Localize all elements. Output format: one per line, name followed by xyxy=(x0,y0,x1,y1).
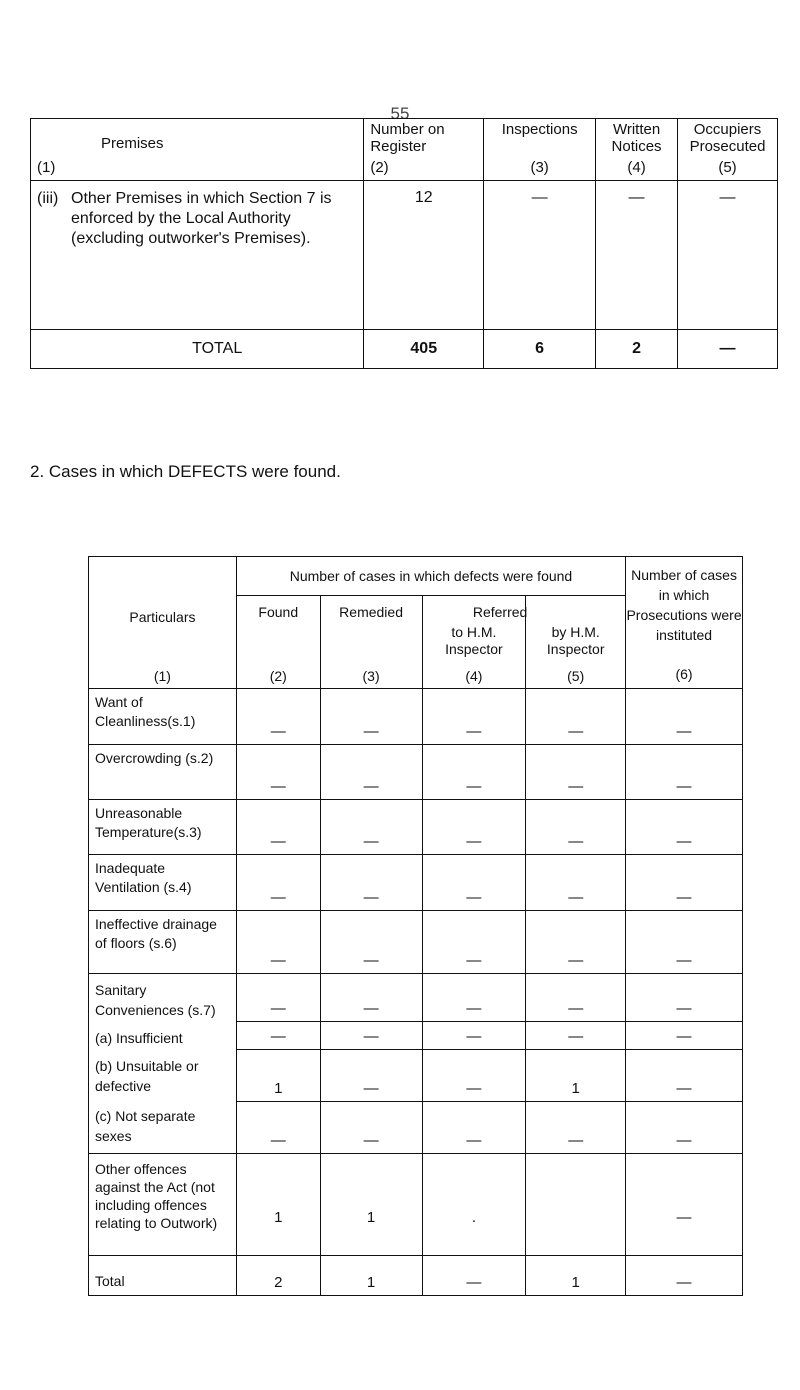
prosecutions-cell: — xyxy=(626,911,743,974)
prosecutions-num: (6) xyxy=(675,666,693,682)
col-register-header xyxy=(364,119,484,181)
defect-row xyxy=(89,855,743,911)
found-cell: — xyxy=(236,1022,320,1050)
prosecutions-cell: — xyxy=(626,745,743,800)
total-notices: 2 xyxy=(596,330,678,369)
found-cell: — xyxy=(236,745,320,800)
prosecutions-cell: — xyxy=(626,1050,743,1102)
defect-row xyxy=(89,689,743,745)
remedied-cell: — xyxy=(320,855,422,911)
header-num: (1) xyxy=(37,159,56,176)
by-hm-cell: — xyxy=(526,1022,626,1050)
prosecutions-cell: — xyxy=(626,1154,743,1256)
by-hm-cell xyxy=(526,1154,626,1256)
header-label: Number on Register xyxy=(370,121,445,155)
particulars-num: (1) xyxy=(153,668,171,684)
row-label: Total xyxy=(89,1256,237,1296)
total-row xyxy=(89,1256,743,1296)
to-hm-cell: — xyxy=(422,745,526,800)
remedied-cell: — xyxy=(320,689,422,745)
col-prosecuted-header xyxy=(678,119,778,181)
row-label: Unreasonable Temperature(s.3) xyxy=(89,800,237,855)
sanitary-row xyxy=(89,974,743,1022)
to-hm-cell: — xyxy=(422,974,526,1022)
col-premises-header xyxy=(31,119,364,181)
found-cell: — xyxy=(236,911,320,974)
prosecutions-label: Number of cases in which Prosecutions were instituted xyxy=(626,567,742,643)
by-hm-label: by H.M. Inspector xyxy=(546,624,605,657)
sanitary-label: Sanitary Conveniences (s.7) xyxy=(95,982,216,1018)
remedied-cell: — xyxy=(320,974,422,1022)
remedied-cell: 1 xyxy=(320,1256,422,1296)
to-hm-cell: — xyxy=(422,1102,526,1154)
remedied-cell: — xyxy=(320,1050,422,1102)
section-heading: 2. Cases in which DEFECTS were found. xyxy=(30,462,341,481)
header-num: (3) xyxy=(530,159,549,176)
found-num: (2) xyxy=(269,668,287,684)
particulars-header xyxy=(89,557,237,689)
inspections-cell: — xyxy=(484,181,596,330)
header-num: (2) xyxy=(370,159,389,176)
found-cell: — xyxy=(236,855,320,911)
to-hm-cell: — xyxy=(422,911,526,974)
total-inspections: 6 xyxy=(484,330,596,369)
defects-table xyxy=(88,556,743,1296)
to-hm-header xyxy=(422,596,526,689)
sanitary-b-label: (b) Unsuitable or defective xyxy=(95,1058,199,1094)
to-hm-cell: — xyxy=(422,1256,526,1296)
row-label: Other offences against the Act (not including offences relating to Outwork) xyxy=(89,1154,237,1256)
found-label: Found xyxy=(258,604,299,620)
premises-table xyxy=(30,118,778,369)
found-cell: — xyxy=(236,1102,320,1154)
to-hm-num: (4) xyxy=(465,668,483,684)
found-cell: — xyxy=(236,974,320,1022)
by-hm-cell: — xyxy=(526,1102,626,1154)
other-offences-row xyxy=(89,1154,743,1256)
by-hm-header xyxy=(526,596,626,689)
total-label: TOTAL xyxy=(31,330,364,369)
defect-row xyxy=(89,911,743,974)
defects-header-top xyxy=(89,557,743,596)
found-cell: 2 xyxy=(236,1256,320,1296)
remedied-cell: — xyxy=(320,911,422,974)
header-label: Premises xyxy=(101,135,164,152)
found-header xyxy=(236,596,320,689)
prosecutions-cell: — xyxy=(626,974,743,1022)
found-cell: — xyxy=(236,689,320,745)
by-hm-cell: — xyxy=(526,689,626,745)
prosecutions-cell: — xyxy=(626,1256,743,1296)
prosecutions-header xyxy=(626,557,743,689)
particulars-label: Particulars xyxy=(129,609,196,625)
to-hm-cell: — xyxy=(422,689,526,745)
by-hm-cell: — xyxy=(526,911,626,974)
page-number: 55 xyxy=(390,104,410,123)
register-cell: 12 xyxy=(364,181,484,330)
row-label: Want of Cleanliness(s.1) xyxy=(89,689,237,745)
by-hm-cell: — xyxy=(526,800,626,855)
remedied-cell: — xyxy=(320,1022,422,1050)
to-hm-cell: — xyxy=(422,1022,526,1050)
prosecuted-cell: — xyxy=(678,181,778,330)
found-cell: — xyxy=(236,800,320,855)
to-hm-label: to H.M. Inspector xyxy=(445,624,503,657)
to-hm-cell: . xyxy=(422,1154,526,1256)
to-hm-cell: — xyxy=(422,855,526,911)
prosecutions-cell: — xyxy=(626,800,743,855)
prosecutions-cell: — xyxy=(626,1102,743,1154)
by-hm-cell: — xyxy=(526,855,626,911)
defect-row xyxy=(89,800,743,855)
remedied-header xyxy=(320,596,422,689)
row-label: Overcrowding (s.2) xyxy=(89,745,237,800)
header-label: Written Notices xyxy=(611,121,662,155)
row-label: Inadequate Ventilation (s.4) xyxy=(89,855,237,911)
header-num: (5) xyxy=(718,159,737,176)
row-premises-text: Other Premises in which Section 7 is enforced by the Local Authority (excluding outworker's Premises). xyxy=(71,190,332,247)
header-label: Occupiers Prosecuted xyxy=(689,121,766,155)
col-notices-header xyxy=(596,119,678,181)
referred-label: Referred xyxy=(472,604,528,620)
row-roman: (iii) xyxy=(37,190,59,207)
remedied-num: (3) xyxy=(362,668,380,684)
header-num: (4) xyxy=(627,159,646,176)
col-inspections-header xyxy=(484,119,596,181)
prosecutions-cell: — xyxy=(626,855,743,911)
by-hm-cell: 1 xyxy=(526,1050,626,1102)
sanitary-a-label: (a) Insufficient xyxy=(95,1030,183,1046)
remedied-cell: 1 xyxy=(320,1154,422,1256)
sanitary-label-cell xyxy=(89,974,237,1154)
prosecutions-cell: — xyxy=(626,1022,743,1050)
notices-cell: — xyxy=(596,181,678,330)
remedied-cell: — xyxy=(320,800,422,855)
by-hm-cell: — xyxy=(526,974,626,1022)
by-hm-cell: — xyxy=(526,745,626,800)
group-header: Number of cases in which defects were found xyxy=(236,557,625,596)
defect-row xyxy=(89,745,743,800)
header-label: Inspections xyxy=(501,121,578,138)
premises-table-header xyxy=(31,119,778,181)
to-hm-cell: — xyxy=(422,800,526,855)
found-cell: 1 xyxy=(236,1050,320,1102)
remedied-cell: — xyxy=(320,1102,422,1154)
total-register: 405 xyxy=(364,330,484,369)
found-cell: 1 xyxy=(236,1154,320,1256)
by-hm-cell: 1 xyxy=(526,1256,626,1296)
prosecutions-cell: — xyxy=(626,689,743,745)
by-hm-num: (5) xyxy=(567,668,585,684)
premises-row-other xyxy=(31,181,778,330)
row-label: Ineffective drainage of floors (s.6) xyxy=(89,911,237,974)
remedied-cell: — xyxy=(320,745,422,800)
to-hm-cell: — xyxy=(422,1050,526,1102)
premises-row-total xyxy=(31,330,778,369)
total-prosecuted: — xyxy=(678,330,778,369)
sanitary-c-label: (c) Not separate sexes xyxy=(95,1108,196,1144)
premises-cell xyxy=(31,181,364,330)
remedied-label: Remedied xyxy=(339,604,403,620)
